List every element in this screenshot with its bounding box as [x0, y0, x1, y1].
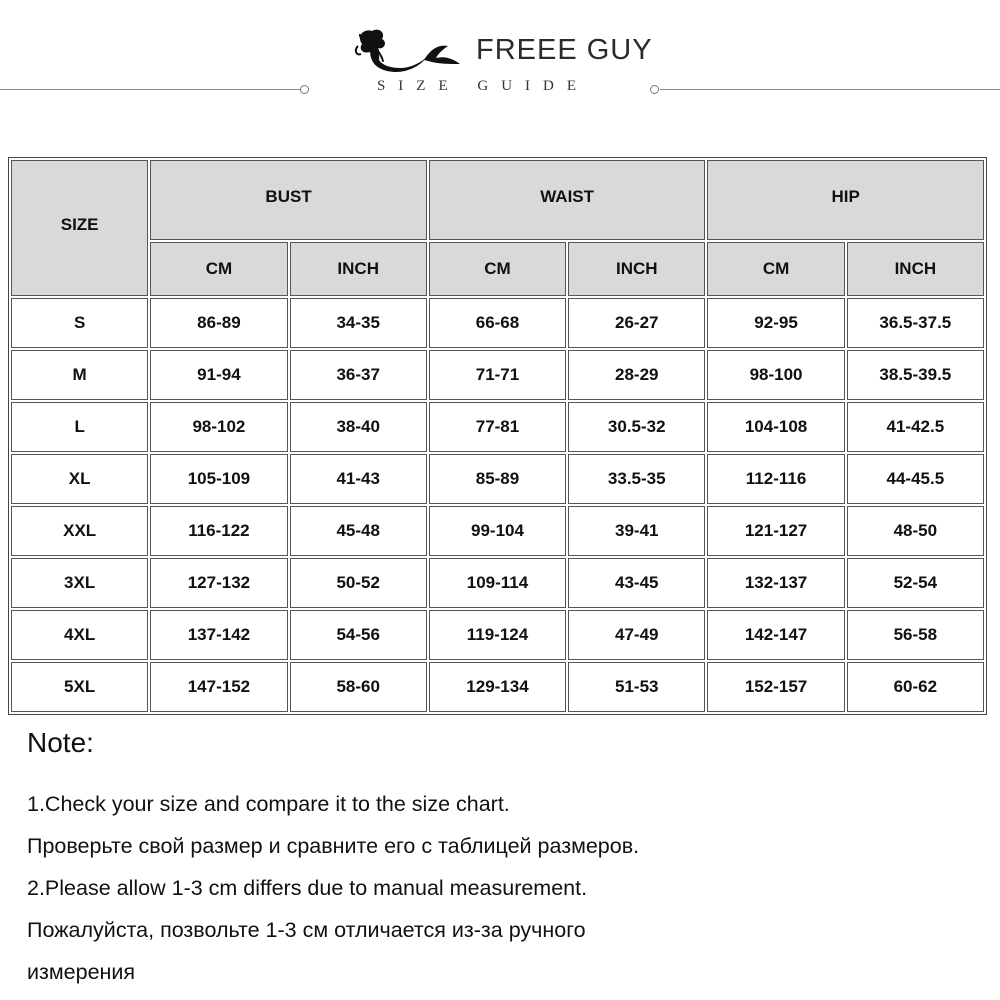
value-cell: 36.5-37.5 — [847, 298, 984, 348]
size-header: SIZE — [11, 160, 148, 296]
notes-section — [27, 724, 987, 993]
table-row — [11, 454, 984, 504]
value-cell: 142-147 — [707, 610, 844, 660]
unit-header: INCH — [847, 242, 984, 296]
header-rule-right — [660, 89, 1000, 90]
unit-header: INCH — [568, 242, 705, 296]
table-row — [11, 610, 984, 660]
value-cell: 38-40 — [290, 402, 427, 452]
size-cell: 5XL — [11, 662, 148, 712]
value-cell: 36-37 — [290, 350, 427, 400]
value-cell: 98-100 — [707, 350, 844, 400]
table-row — [11, 506, 984, 556]
value-cell: 119-124 — [429, 610, 566, 660]
size-cell: XXL — [11, 506, 148, 556]
value-cell: 71-71 — [429, 350, 566, 400]
value-cell: 48-50 — [847, 506, 984, 556]
value-cell: 147-152 — [150, 662, 287, 712]
size-cell: S — [11, 298, 148, 348]
mermaid-icon — [352, 24, 464, 76]
value-cell: 39-41 — [568, 506, 705, 556]
table-row — [11, 350, 984, 400]
size-cell: M — [11, 350, 148, 400]
value-cell: 86-89 — [150, 298, 287, 348]
value-cell: 45-48 — [290, 506, 427, 556]
value-cell: 54-56 — [290, 610, 427, 660]
table-row — [11, 402, 984, 452]
value-cell: 127-132 — [150, 558, 287, 608]
note-line: Проверьте свой размер и сравните его с таблицей размеров. — [27, 834, 640, 858]
value-cell: 43-45 — [568, 558, 705, 608]
value-cell: 26-27 — [568, 298, 705, 348]
value-cell: 50-52 — [290, 558, 427, 608]
value-cell: 38.5-39.5 — [847, 350, 984, 400]
header-row-groups — [11, 160, 984, 240]
unit-header: CM — [429, 242, 566, 296]
size-cell: 3XL — [11, 558, 148, 608]
value-cell: 132-137 — [707, 558, 844, 608]
size-cell: L — [11, 402, 148, 452]
value-cell: 77-81 — [429, 402, 566, 452]
brand-name: FREEE GUY — [476, 34, 653, 66]
value-cell: 47-49 — [568, 610, 705, 660]
value-cell: 91-94 — [150, 350, 287, 400]
unit-header: CM — [150, 242, 287, 296]
value-cell: 44-45.5 — [847, 454, 984, 504]
bust-header: BUST — [150, 160, 427, 240]
value-cell: 52-54 — [847, 558, 984, 608]
note-title: Note: — [27, 727, 94, 758]
value-cell: 41-43 — [290, 454, 427, 504]
size-cell: 4XL — [11, 610, 148, 660]
value-cell: 152-157 — [707, 662, 844, 712]
value-cell: 105-109 — [150, 454, 287, 504]
size-guide-subtitle: SIZE GUIDE — [376, 78, 590, 94]
value-cell: 104-108 — [707, 402, 844, 452]
value-cell: 137-142 — [150, 610, 287, 660]
header-rule-dot-left — [300, 85, 309, 94]
value-cell: 30.5-32 — [568, 402, 705, 452]
value-cell: 85-89 — [429, 454, 566, 504]
value-cell: 58-60 — [290, 662, 427, 712]
value-cell: 98-102 — [150, 402, 287, 452]
value-cell: 66-68 — [429, 298, 566, 348]
value-cell: 51-53 — [568, 662, 705, 712]
header-rule-left — [0, 89, 300, 90]
value-cell: 129-134 — [429, 662, 566, 712]
value-cell: 116-122 — [150, 506, 287, 556]
value-cell: 109-114 — [429, 558, 566, 608]
note-line: Пожалуйста, позвольте 1-3 см отличается из-за ручного — [27, 918, 586, 942]
header-row-units — [11, 242, 984, 296]
size-cell: XL — [11, 454, 148, 504]
size-chart-table — [8, 157, 987, 715]
note-line: 1.Check your size and compare it to the size chart. — [27, 792, 510, 816]
header-rule-dot-right — [650, 85, 659, 94]
value-cell: 34-35 — [290, 298, 427, 348]
unit-header: CM — [707, 242, 844, 296]
note-line: 2.Please allow 1-3 cm differs due to manual measurement. — [27, 876, 588, 900]
value-cell: 33.5-35 — [568, 454, 705, 504]
value-cell: 28-29 — [568, 350, 705, 400]
unit-header: INCH — [290, 242, 427, 296]
value-cell: 41-42.5 — [847, 402, 984, 452]
value-cell: 121-127 — [707, 506, 844, 556]
table-row — [11, 558, 984, 608]
table-row — [11, 662, 984, 712]
note-line: измерения — [27, 960, 136, 984]
value-cell: 56-58 — [847, 610, 984, 660]
value-cell: 112-116 — [707, 454, 844, 504]
value-cell: 60-62 — [847, 662, 984, 712]
hip-header: HIP — [707, 160, 984, 240]
waist-header: WAIST — [429, 160, 706, 240]
table-row — [11, 298, 984, 348]
header — [0, 0, 1000, 130]
value-cell: 99-104 — [429, 506, 566, 556]
value-cell: 92-95 — [707, 298, 844, 348]
